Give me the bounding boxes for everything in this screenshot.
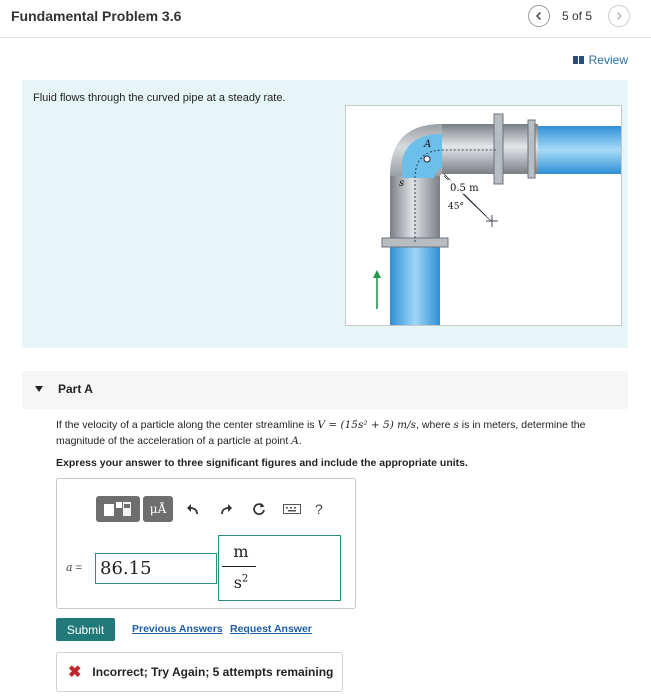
templates-button[interactable] xyxy=(96,496,140,522)
caret-down-icon xyxy=(35,386,43,392)
templates-icon xyxy=(103,501,133,517)
review-link[interactable] xyxy=(573,53,628,67)
previous-problem-button[interactable] xyxy=(528,5,550,27)
help-button[interactable]: ? xyxy=(315,501,323,517)
units-button[interactable]: μÅ xyxy=(143,496,173,522)
streamline-s-label: s xyxy=(399,178,405,189)
question-var-s: s xyxy=(453,419,459,431)
request-answer-link[interactable]: Request Answer xyxy=(230,623,312,635)
math-toolbar xyxy=(96,492,351,526)
problem-statement-panel xyxy=(22,80,628,348)
part-a-header[interactable] xyxy=(22,371,628,409)
unit-denominator xyxy=(227,573,255,592)
flow-arrow-icon xyxy=(373,270,381,278)
answer-value-input[interactable]: 86.15 xyxy=(95,553,217,584)
undo-icon xyxy=(186,503,200,515)
question-point-a: A xyxy=(291,435,299,447)
next-problem-button[interactable] xyxy=(608,5,630,27)
question-text-pre: If the velocity of a particle along the center streamline is xyxy=(56,419,318,431)
answer-box xyxy=(56,478,356,609)
answer-equals: = xyxy=(72,562,83,574)
chevron-left-icon xyxy=(534,11,544,21)
question-text-post: is in meters, determine the magnitude of the acceleration of a particle at point xyxy=(56,419,586,447)
unit-numerator: m xyxy=(233,542,249,561)
keyboard-button[interactable] xyxy=(280,496,304,522)
answer-instruction: Express your answer to three significant figures and include the appropriate units. xyxy=(56,457,468,469)
reset-icon xyxy=(252,502,266,516)
page-count: 5 of 5 xyxy=(562,9,593,23)
header-divider xyxy=(0,37,651,38)
keyboard-icon xyxy=(283,504,301,514)
chevron-right-icon xyxy=(614,11,624,21)
unit-denominator-base: s xyxy=(233,573,242,592)
curved-pipe-illustration xyxy=(346,106,621,325)
point-a-label: A xyxy=(424,139,432,150)
redo-button[interactable] xyxy=(214,496,238,522)
question-text-end: . xyxy=(298,435,302,447)
answer-variable-label xyxy=(66,561,82,574)
velocity-formula: V = (15s² + 5) m/s xyxy=(317,419,417,431)
answer-units-input[interactable] xyxy=(218,535,341,601)
book-icon xyxy=(573,56,584,64)
answer-variable: a xyxy=(66,561,73,574)
unit-fraction-bar xyxy=(222,566,256,567)
unit-denominator-exponent: 2 xyxy=(241,573,249,585)
problem-text: Fluid flows through the curved pipe at a steady rate. xyxy=(33,92,286,104)
angle-label: 45° xyxy=(448,202,464,212)
review-label: Review xyxy=(588,53,628,67)
redo-icon xyxy=(219,503,233,515)
previous-answers-link[interactable]: Previous Answers xyxy=(132,623,223,635)
part-a-question xyxy=(56,417,634,449)
part-a-label: Part A xyxy=(58,382,93,396)
undo-button[interactable] xyxy=(181,496,205,522)
submit-button[interactable]: Submit xyxy=(56,618,115,641)
page-title: Fundamental Problem 3.6 xyxy=(11,8,182,24)
question-text-mid: , where xyxy=(416,419,454,431)
feedback-message xyxy=(56,652,343,692)
reset-button[interactable] xyxy=(247,496,271,522)
feedback-text: Incorrect; Try Again; 5 attempts remaining xyxy=(92,665,334,679)
radius-label: 0.5 m xyxy=(450,183,479,194)
error-x-icon: ✖ xyxy=(68,664,82,681)
pipe-figure xyxy=(345,105,622,326)
